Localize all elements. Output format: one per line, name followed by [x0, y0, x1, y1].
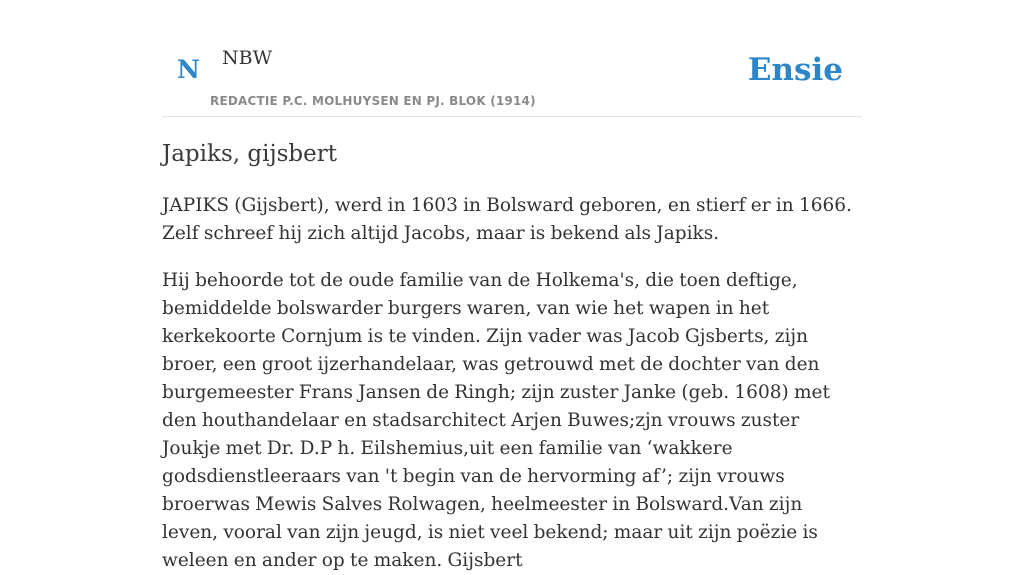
article	[162, 138, 862, 575]
article-paragraph: Hij behoorde tot de oude familie van de Holkema's, die toen deftige, bemiddelde bolswarder burgers waren, van wie het wapen in het kerkekoorte Cornjum is te vinden. Zijn vader was Jacob Gjsberts, zijn broer, een groot ijzerhandelaar, was getrouwd met de dochter van den burgemeester Frans Jansen de Ringh; zijn zuster Janke (geb. 1608) met den houthandelaar en stadsarchitect Arjen Buwes;zjn vrouws zuster Joukje met Dr. D.P h. Eilshemius,uit een familie van ‘wakkere godsdienstleeraars van 't begin van de hervorming af’; zijn vrouws broerwas Mewis Salves Rolwagen, heelmeester in Bolsward.Van zijn leven, vooral van zijn jeugd, is niet veel bekend; maar uit zijn poëzie is weleen en ander op te maken. Gijsbert	[162, 270, 830, 571]
source-logo-icon[interactable]: N	[177, 55, 200, 84]
article-title: Japiks, gijsbert	[162, 141, 337, 167]
source-title[interactable]: NBW	[222, 47, 273, 69]
source-subtitle: REDACTIE P.C. MOLHUYSEN EN PJ. BLOK (1914)	[210, 94, 536, 108]
ensie-logo[interactable]: Ensie	[747, 52, 843, 88]
article-paragraph: JAPIKS (Gijsbert), werd in 1603 in Bolsward geboren, en stierf er in 1666. Zelf schreef hij zich altijd Jacobs, maar is bekend als Japiks.	[162, 195, 852, 244]
header	[162, 0, 862, 117]
